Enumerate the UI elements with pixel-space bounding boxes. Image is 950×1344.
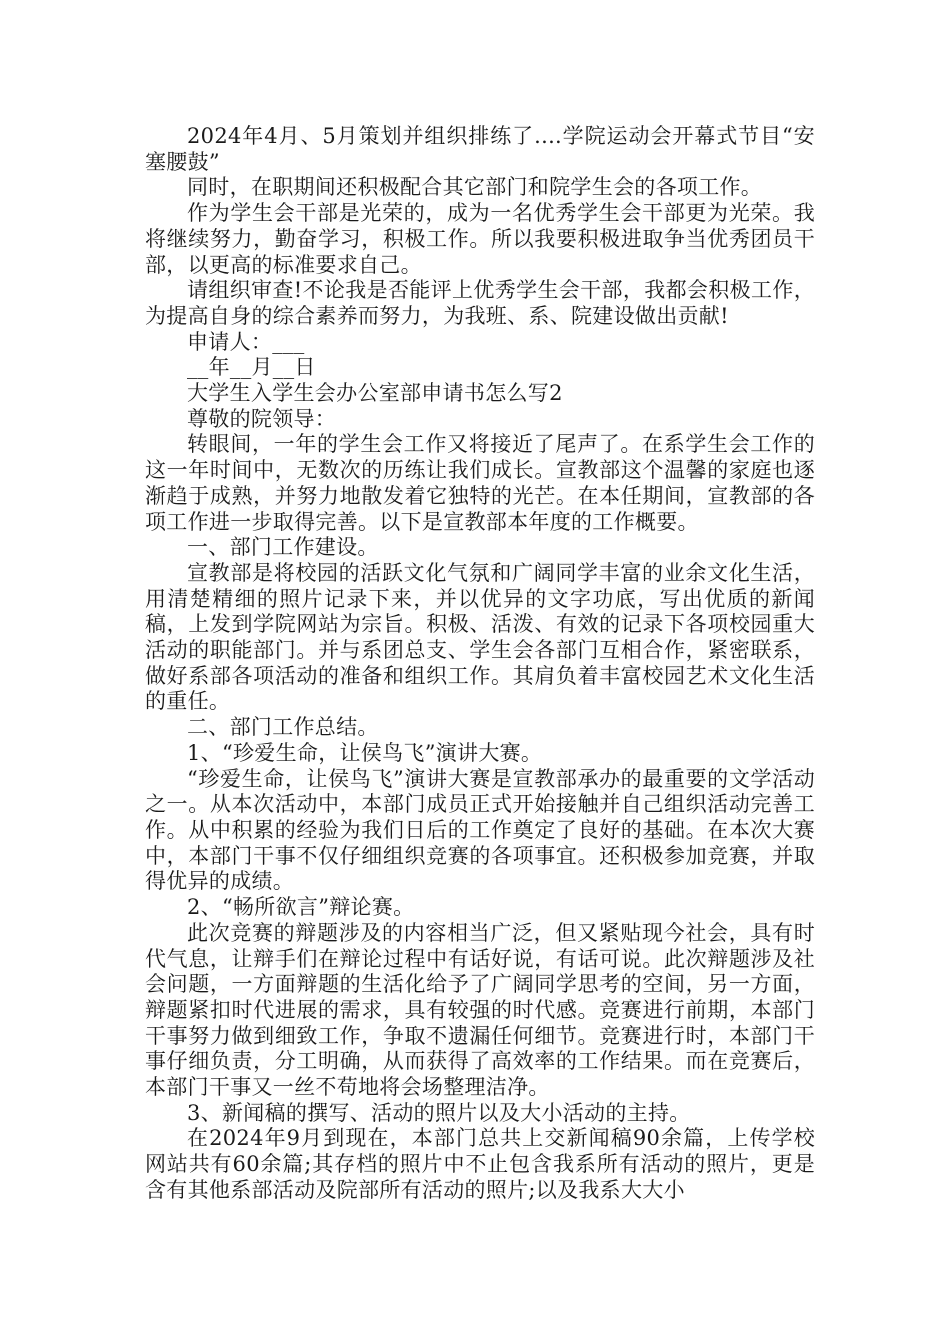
section-heading-letter-2: 大学生入学生会办公室部申请书怎么写2: [187, 381, 563, 406]
paragraph-news-photos: 在2024年9月到现在，本部门总共上交新闻稿90余篇，上传学校网站共有60余篇;其存档的照片中不止包含我系所有活动的照片，更是含有其他系部活动及院部所有活动的照片;以及我系大大小: [145, 1126, 815, 1202]
heading-dept-summary: 二、部门工作总结。: [187, 715, 379, 740]
document-body: [145, 124, 815, 1204]
salutation: 尊敬的院领导：: [187, 406, 337, 431]
heading-dept-building: 一、部门工作建设。: [187, 535, 379, 560]
paragraph-cooperation: 同时，在职期间还积极配合其它部门和院学生会的各项工作。: [187, 175, 763, 200]
paragraph-review-request: 请组织审查!不论我是否能评上优秀学生会干部，我都会积极工作，为提高自身的综合素养而努力，为我班、系、院建设做出贡献!: [145, 278, 815, 328]
date-line: __年__月__日: [187, 355, 316, 380]
paragraph-speech-contest: “珍爱生命，让侯鸟飞”演讲大赛是宣教部承办的最重要的文学活动之一。从本次活动中，本部门成员正式开始接触并自己组织活动完善工作。从中积累的经验为我们日后的工作奠定了良好的基础。在本次大赛中，本部门干事不仅仔细组织竞赛的各项事宜。还积极参加竞赛，并取得优异的成绩。: [145, 766, 815, 894]
heading-speech-contest: 1、“珍爱生命，让侯鸟飞”演讲大赛。: [187, 740, 543, 765]
heading-debate-contest: 2、“畅所欲言”辩论赛。: [187, 895, 415, 920]
applicant-signature-line: 申请人：___: [187, 329, 305, 354]
paragraph-intro: 转眼间，一年的学生会工作又将接近了尾声了。在系学生会工作的这一年时间中，无数次的历练让我们成长。宣教部这个温馨的家庭也逐渐趋于成熟，并努力地散发着它独特的光芒。在本任期间，宣教部的各项工作进一步取得完善。以下是宣教部本年度的工作概要。: [145, 432, 815, 534]
paragraph-dept-mission: 宣教部是将校园的活跃文化气氛和广阔同学丰富的业余文化生活，用清楚精细的照片记录下来，并以优异的文字功底，写出优质的新闻稿，上发到学院网站为宗旨。积极、活泼、有效的记录下各项校园重大活动的职能部门。并与系团总支、学生会各部门互相合作，紧密联系，做好系部各项活动的准备和组织工作。其肩负着丰富校园艺术文化生活的重任。: [145, 560, 815, 714]
heading-news-photos: 3、新闻稿的撰写、活动的照片以及大小活动的主持。: [187, 1100, 691, 1125]
paragraph-sports-meet: 2024年4月、5月策划并组织排练了....学院运动会开幕式节目“安塞腰鼓”: [145, 124, 815, 174]
paragraph-debate-contest: 此次竞赛的辩题涉及的内容相当广泛，但又紧贴现今社会，具有时代气息，让辩手们在辩论过程中有话好说，有话可说。此次辩题涉及社会问题，一方面辩题的生活化给予了广阔同学思考的空间，另一方面，辩题紧扣时代进展的需求，具有较强的时代感。竞赛进行前期，本部门干事努力做到细致工作，争取不遗漏任何细节。竞赛进行时，本部门干事仔细负责，分工明确，从而获得了高效率的工作结果。而在竞赛后，本部门干事又一丝不苟地将会场整理洁净。: [145, 920, 815, 1100]
paragraph-honor: 作为学生会干部是光荣的，成为一名优秀学生会干部更为光荣。我将继续努力，勤奋学习，积极工作。所以我要积极进取争当优秀团员干部，以更高的标准要求自己。: [145, 201, 815, 277]
